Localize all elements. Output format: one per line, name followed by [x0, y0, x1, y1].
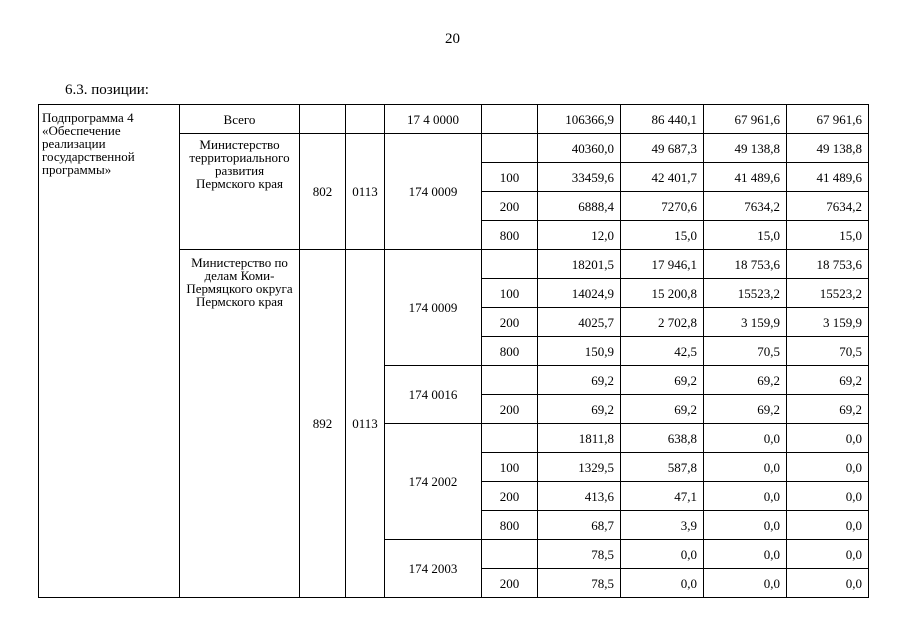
amount-cell: 6888,4: [538, 192, 621, 221]
amount-cell: 49 138,8: [787, 134, 869, 163]
amount-cell: 0,0: [704, 482, 787, 511]
amount-cell: 69,2: [787, 395, 869, 424]
amount-cell: 0,0: [704, 453, 787, 482]
amount-cell: 7634,2: [787, 192, 869, 221]
amount-cell: 70,5: [787, 337, 869, 366]
amount-cell: 69,2: [704, 395, 787, 424]
program-name: Подпрограмма 4 «Обеспечение реализации государственной программы»: [39, 105, 180, 598]
grbs-cell: [300, 105, 346, 134]
amount-cell: 40360,0: [538, 134, 621, 163]
amount-cell: 69,2: [704, 366, 787, 395]
grbs-cell: 892: [300, 250, 346, 598]
vr-cell: 100: [482, 279, 538, 308]
budget-table-body: [39, 105, 869, 598]
vr-cell: [482, 250, 538, 279]
table-row: [39, 105, 869, 134]
amount-cell: 15523,2: [704, 279, 787, 308]
rzpr-cell: [346, 105, 385, 134]
vr-cell: 800: [482, 511, 538, 540]
vr-cell: 200: [482, 308, 538, 337]
vr-cell: 200: [482, 395, 538, 424]
amount-cell: 1329,5: [538, 453, 621, 482]
amount-cell: 47,1: [621, 482, 704, 511]
csr-cell: 174 2002: [385, 424, 482, 540]
vr-cell: 100: [482, 453, 538, 482]
amount-cell: 33459,6: [538, 163, 621, 192]
amount-cell: 41 489,6: [704, 163, 787, 192]
ministry-name: Министерство по делам Коми-Пермяцкого округа Пермского края: [180, 250, 300, 598]
amount-cell: 68,7: [538, 511, 621, 540]
amount-cell: 17 946,1: [621, 250, 704, 279]
amount-cell: 638,8: [621, 424, 704, 453]
amount-cell: 18 753,6: [704, 250, 787, 279]
rzpr-cell: 0113: [346, 134, 385, 250]
csr-cell: 174 0016: [385, 366, 482, 424]
amount-cell: 0,0: [787, 569, 869, 598]
amount-cell: 15,0: [704, 221, 787, 250]
vr-cell: [482, 134, 538, 163]
amount-cell: 413,6: [538, 482, 621, 511]
csr-cell: 174 0009: [385, 134, 482, 250]
vr-cell: [482, 366, 538, 395]
amount-cell: 3 159,9: [704, 308, 787, 337]
amount-cell: 0,0: [704, 511, 787, 540]
vr-cell: [482, 424, 538, 453]
section-heading: 6.3. позиции:: [65, 82, 149, 98]
amount-cell: 3 159,9: [787, 308, 869, 337]
amount-cell: 69,2: [621, 395, 704, 424]
amount-cell: 86 440,1: [621, 105, 704, 134]
amount-cell: 587,8: [621, 453, 704, 482]
amount-cell: 0,0: [787, 424, 869, 453]
amount-cell: 70,5: [704, 337, 787, 366]
budget-table: [38, 104, 869, 598]
amount-cell: 15 200,8: [621, 279, 704, 308]
vr-cell: [482, 540, 538, 569]
csr-cell: 174 0009: [385, 250, 482, 366]
amount-cell: 0,0: [787, 511, 869, 540]
amount-cell: 42,5: [621, 337, 704, 366]
amount-cell: 106366,9: [538, 105, 621, 134]
amount-cell: 18 753,6: [787, 250, 869, 279]
amount-cell: 42 401,7: [621, 163, 704, 192]
amount-cell: 0,0: [704, 424, 787, 453]
amount-cell: 0,0: [704, 569, 787, 598]
amount-cell: 78,5: [538, 569, 621, 598]
ministry-name: Министерство территориального развития Пермского края: [180, 134, 300, 250]
page-number: 20: [445, 31, 460, 47]
vr-cell: [482, 105, 538, 134]
vr-cell: 800: [482, 221, 538, 250]
amount-cell: 150,9: [538, 337, 621, 366]
amount-cell: 41 489,6: [787, 163, 869, 192]
vr-cell: 800: [482, 337, 538, 366]
amount-cell: 0,0: [787, 482, 869, 511]
amount-cell: 15,0: [621, 221, 704, 250]
vr-cell: 200: [482, 192, 538, 221]
amount-cell: 18201,5: [538, 250, 621, 279]
amount-cell: 78,5: [538, 540, 621, 569]
amount-cell: 49 687,3: [621, 134, 704, 163]
amount-cell: 3,9: [621, 511, 704, 540]
grbs-cell: 802: [300, 134, 346, 250]
csr-cell: 174 2003: [385, 540, 482, 598]
vr-cell: 200: [482, 569, 538, 598]
amount-cell: 69,2: [621, 366, 704, 395]
amount-cell: 15,0: [787, 221, 869, 250]
rzpr-cell: 0113: [346, 250, 385, 598]
amount-cell: 49 138,8: [704, 134, 787, 163]
amount-cell: 0,0: [704, 540, 787, 569]
amount-cell: 69,2: [538, 395, 621, 424]
amount-cell: 0,0: [621, 569, 704, 598]
amount-cell: 7634,2: [704, 192, 787, 221]
total-label: Всего: [180, 105, 300, 134]
vr-cell: 200: [482, 482, 538, 511]
amount-cell: 14024,9: [538, 279, 621, 308]
amount-cell: 0,0: [787, 453, 869, 482]
amount-cell: 69,2: [787, 366, 869, 395]
amount-cell: 69,2: [538, 366, 621, 395]
amount-cell: 4025,7: [538, 308, 621, 337]
amount-cell: 67 961,6: [787, 105, 869, 134]
vr-cell: 100: [482, 163, 538, 192]
amount-cell: 12,0: [538, 221, 621, 250]
amount-cell: 67 961,6: [704, 105, 787, 134]
amount-cell: 1811,8: [538, 424, 621, 453]
amount-cell: 0,0: [787, 540, 869, 569]
amount-cell: 7270,6: [621, 192, 704, 221]
amount-cell: 0,0: [621, 540, 704, 569]
csr-cell: 17 4 0000: [385, 105, 482, 134]
amount-cell: 2 702,8: [621, 308, 704, 337]
amount-cell: 15523,2: [787, 279, 869, 308]
